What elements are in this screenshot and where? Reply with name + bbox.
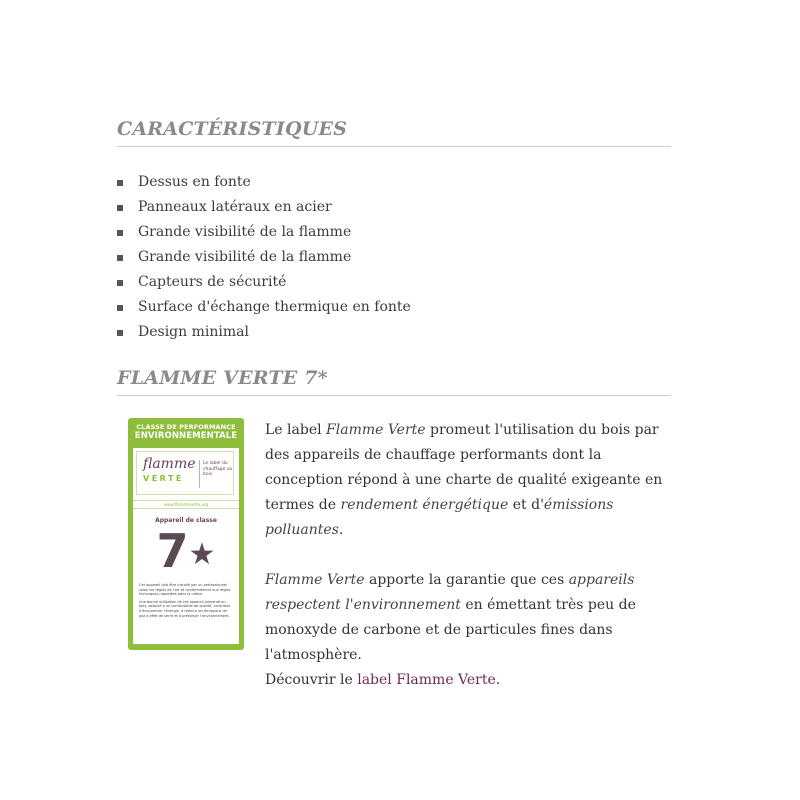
star-icon: ★	[188, 537, 216, 572]
flamme-verte-description	[265, 418, 665, 693]
bullet-icon	[117, 330, 123, 336]
feature-text: Design minimal	[138, 324, 249, 340]
label-header-line2: ENVIRONNEMENTALE	[134, 431, 238, 441]
emphasis-emissions: émissions polluantes	[265, 497, 614, 538]
list-item	[117, 245, 671, 270]
logo-divider	[199, 460, 200, 488]
label-class-caption: Appareil de classe	[155, 517, 217, 524]
bullet-icon	[117, 180, 123, 186]
bullet-icon	[117, 305, 123, 311]
text-run: promeut l'utilisation du bois par des appareils de chauffage performants dont la conception répond à une charte de qualité exigeante en termes de	[265, 422, 663, 513]
list-item	[117, 220, 671, 245]
logo-tagline: Le label du chauffage au bois	[203, 461, 233, 477]
description-paragraph-1	[265, 418, 665, 543]
section-title-flamme-verte: FLAMME VERTE 7*	[117, 367, 671, 396]
feature-text: Panneaux latéraux en acier	[138, 199, 332, 215]
text-run: .	[338, 522, 344, 538]
emphasis-flamme-verte: Flamme Verte	[326, 422, 426, 438]
rating-number: 7	[156, 524, 189, 578]
feature-text: Dessus en fonte	[138, 174, 251, 190]
discover-line	[265, 668, 665, 693]
list-item	[117, 320, 671, 345]
bullet-icon	[117, 255, 123, 261]
label-header-line1: CLASSE DE PERFORMANCE	[136, 423, 236, 431]
feature-text: Surface d'échange thermique en fonte	[138, 299, 411, 315]
label-url: www.flammeverte.org	[133, 500, 239, 509]
section-title-features: CARACTÉRISTIQUES	[117, 118, 671, 147]
list-item	[117, 170, 671, 195]
list-item	[117, 295, 671, 320]
bullet-icon	[117, 205, 123, 211]
logo-word-flamme: flamme	[143, 456, 196, 472]
content	[117, 118, 671, 688]
label-rating	[133, 526, 239, 576]
emphasis-rendement: rendement énergétique	[340, 497, 509, 513]
feature-text: Grande visibilité de la flamme	[138, 249, 352, 265]
flamme-verte-logo	[136, 451, 234, 495]
list-item	[117, 270, 671, 295]
flamme-verte-label-image	[128, 418, 244, 650]
label-body	[133, 448, 239, 644]
feature-text: Capteurs de sécurité	[138, 274, 287, 290]
text-run: Découvrir le	[265, 672, 358, 688]
label-header	[128, 418, 244, 441]
bullet-icon	[117, 280, 123, 286]
label-fine-print	[139, 583, 233, 621]
fine-print-paragraph: Une bonne utilisation de cet appareil alimenté au bois, associé à un combustible de qualité, contribue à économiser l'énergie, à réduire les émissions de gaz à effet de serre et à préserver l'environnement.	[139, 599, 231, 618]
description-paragraph-2	[265, 568, 665, 668]
text-run: et d'	[508, 497, 544, 513]
text-run: Le label	[265, 422, 327, 438]
text-run: en émettant très peu de monoxyde de carbone et de particules fines dans l'atmosphère.	[265, 597, 636, 663]
bullet-icon	[117, 230, 123, 236]
feature-text: Grande visibilité de la flamme	[138, 224, 352, 240]
emphasis-flamme-verte: Flamme Verte	[265, 572, 365, 588]
flamme-verte-block	[117, 418, 671, 688]
text-run: apporte la garantie que ces	[364, 572, 569, 588]
emphasis-environnement: appareils respectent l'environnement	[265, 572, 635, 613]
logo-word-verte: VERTE	[143, 474, 184, 483]
features-list	[117, 147, 671, 345]
fine-print-paragraph: Cet appareil doit être installé par un professionnel selon les règles de l'art et conformément aux règles techniques rappelées dans la notice.	[139, 583, 231, 597]
flamme-verte-link[interactable]: label Flamme Verte	[357, 672, 496, 688]
list-item	[117, 195, 671, 220]
text-run: .	[495, 672, 501, 688]
